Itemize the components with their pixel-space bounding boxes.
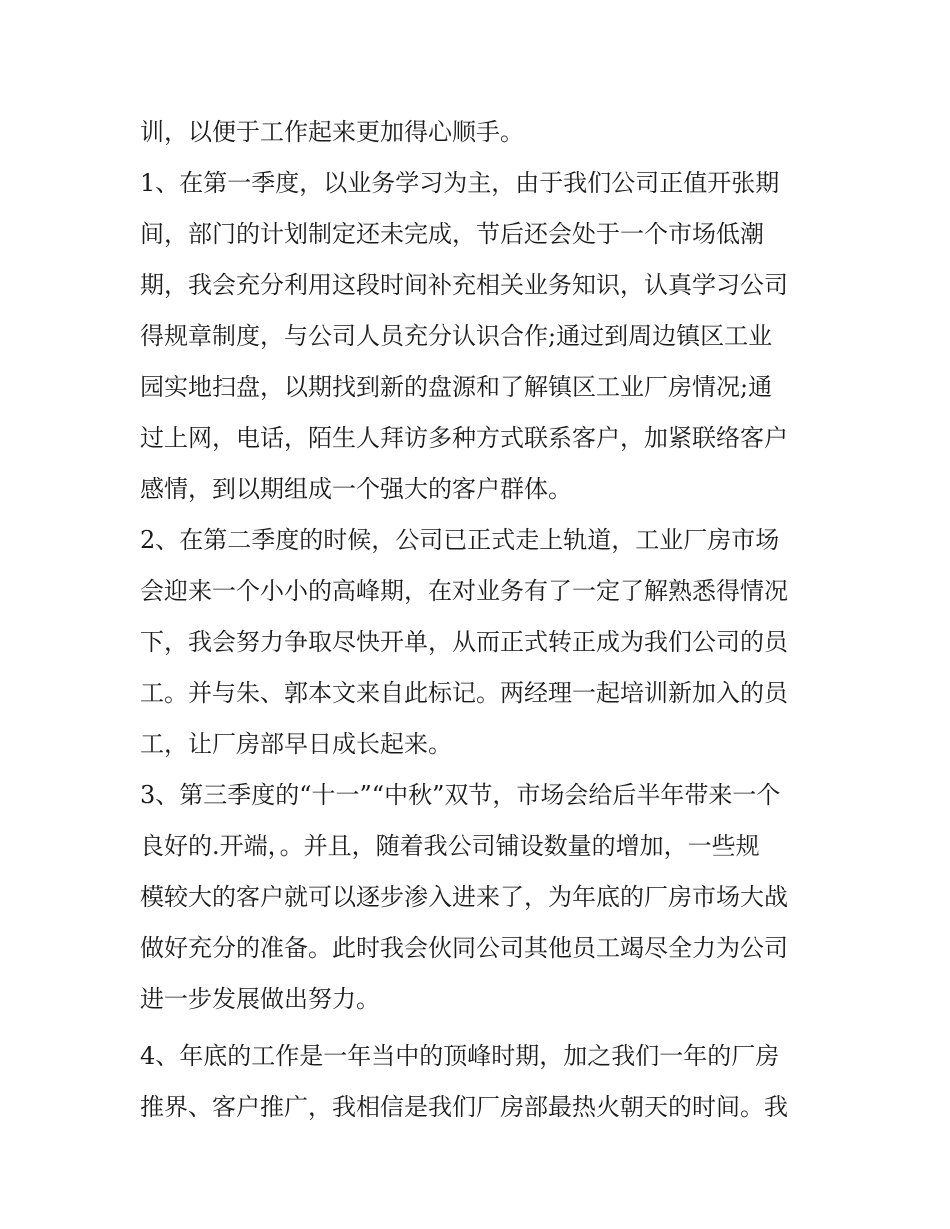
body-text bbox=[140, 107, 820, 1133]
text-line: 过上网，电话，陌生人拜访多种方式联系客户，加紧联络客户 bbox=[140, 424, 788, 452]
text-line: 感情，到以期组成一个强大的客户群体。 bbox=[140, 475, 572, 503]
text-line: 1、在第一季度，以业务学习为主，由于我们公司正值开张期 bbox=[140, 169, 780, 197]
text-line: 工，让厂房部早日成长起来。 bbox=[140, 730, 452, 758]
text-line: 工。并与朱、郭本文来自此标记。两经理一起培训新加入的员 bbox=[140, 679, 788, 707]
text-line: 模较大的客户就可以逐步渗入进来了，为年底的厂房市场大战 bbox=[140, 883, 788, 911]
text-line: 2、在第二季度的时候，公司已正式走上轨道，工业厂房市场 bbox=[140, 526, 780, 554]
text-line: 做好充分的准备。此时我会伙同公司其他员工竭尽全力为公司 bbox=[140, 934, 788, 962]
text-line: 得规章制度，与公司人员充分认识合作;通过到周边镇区工业 bbox=[140, 322, 773, 350]
text-line: 推界、客户推广，我相信是我们厂房部最热火朝天的时间。我 bbox=[140, 1093, 788, 1121]
text-line: 训，以便于工作起来更加得心顺手。 bbox=[140, 118, 524, 146]
text-line: 3、第三季度的“十一”“中秋”双节，市场会给后半年带来一个 bbox=[140, 781, 781, 809]
text-line: 间，部门的计划制定还未完成，节后还会处于一个市场低潮 bbox=[140, 220, 764, 248]
text-line: 良好的.开端，。并且，随着我公司铺设数量的增加，一些规 bbox=[140, 832, 760, 860]
text-line: 下，我会努力争取尽快开单，从而正式转正成为我们公司的员 bbox=[140, 628, 788, 656]
text-line: 4、年底的工作是一年当中的顶峰时期，加之我们一年的厂房 bbox=[140, 1042, 780, 1070]
text-line: 园实地扫盘，以期找到新的盘源和了解镇区工业厂房情况;通 bbox=[140, 373, 773, 401]
text-line: 会迎来一个小小的高峰期，在对业务有了一定了解熟悉得情况 bbox=[140, 577, 788, 605]
text-line: 进一步发展做出努力。 bbox=[140, 985, 380, 1013]
text-line: 期，我会充分利用这段时间补充相关业务知识，认真学习公司 bbox=[140, 271, 788, 299]
